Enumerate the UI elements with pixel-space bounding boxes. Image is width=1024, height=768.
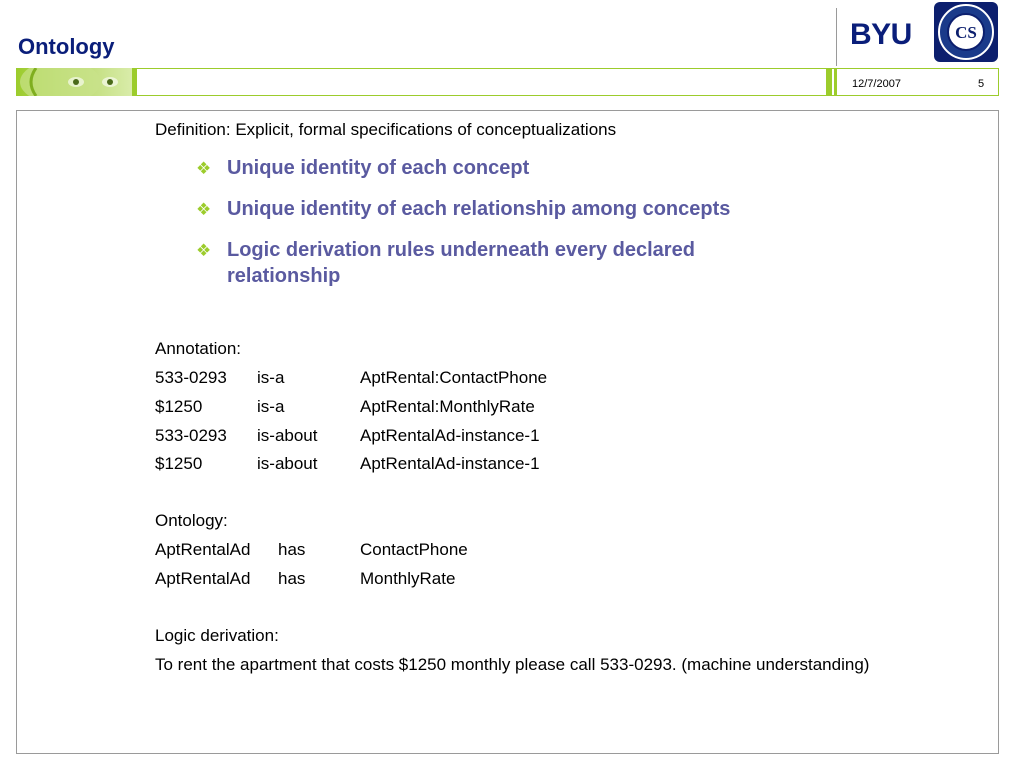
annotation-target: AptRental:MonthlyRate: [360, 397, 535, 416]
annotation-relation: is-about: [257, 426, 318, 445]
seal-letters: CS: [955, 23, 977, 42]
annotation-heading: Annotation:: [155, 339, 242, 358]
slide-title: Ontology: [18, 34, 115, 59]
bullet-marker-icon: ❖: [196, 241, 212, 260]
bullet-item: Logic derivation rules underneath every declared relationship: [227, 239, 695, 287]
ontology-subject: AptRentalAd: [155, 540, 251, 559]
byu-logo: BYU: [850, 18, 912, 51]
ontology-object: MonthlyRate: [360, 569, 456, 588]
annotation-value: 533-0293: [155, 426, 227, 445]
ontology-subject: AptRentalAd: [155, 569, 251, 588]
header-face-image: [16, 68, 132, 96]
annotation-value: $1250: [155, 454, 203, 473]
ontology-object: ContactPhone: [360, 540, 468, 559]
header-stripe: [826, 68, 832, 96]
annotation-value: $1250: [155, 397, 203, 416]
page-number: 5: [978, 78, 985, 90]
annotation-target: AptRentalAd-instance-1: [360, 454, 540, 473]
bullet-marker-icon: ❖: [196, 159, 212, 178]
definition-text: Definition: Explicit, formal specifications of conceptualizations: [155, 120, 617, 139]
annotation-target: AptRental:ContactPhone: [360, 368, 548, 387]
logic-derivation-heading: Logic derivation:: [155, 626, 279, 645]
logic-derivation-text: To rent the apartment that costs $1250 monthly please call 533-0293. (machine understanding): [155, 655, 870, 674]
header-divider: [836, 8, 837, 66]
annotation-relation: is-about: [257, 454, 318, 473]
bullet-item: Unique identity of each concept: [227, 157, 530, 179]
bullet-item: Unique identity of each relationship among concepts: [227, 198, 731, 220]
annotation-relation: is-a: [257, 368, 285, 387]
bullet-marker-icon: ❖: [196, 200, 212, 219]
ontology-heading: Ontology:: [155, 511, 228, 530]
annotation-relation: is-a: [257, 397, 285, 416]
header-stripe: [834, 68, 837, 96]
ontology-relation: has: [278, 569, 306, 588]
ontology-relation: has: [278, 540, 306, 559]
annotation-value: 533-0293: [155, 368, 227, 387]
header-stripe: [132, 68, 137, 96]
slide-date: 12/7/2007: [852, 78, 901, 90]
annotation-target: AptRentalAd-instance-1: [360, 426, 540, 445]
cs-department-seal: [934, 2, 998, 62]
